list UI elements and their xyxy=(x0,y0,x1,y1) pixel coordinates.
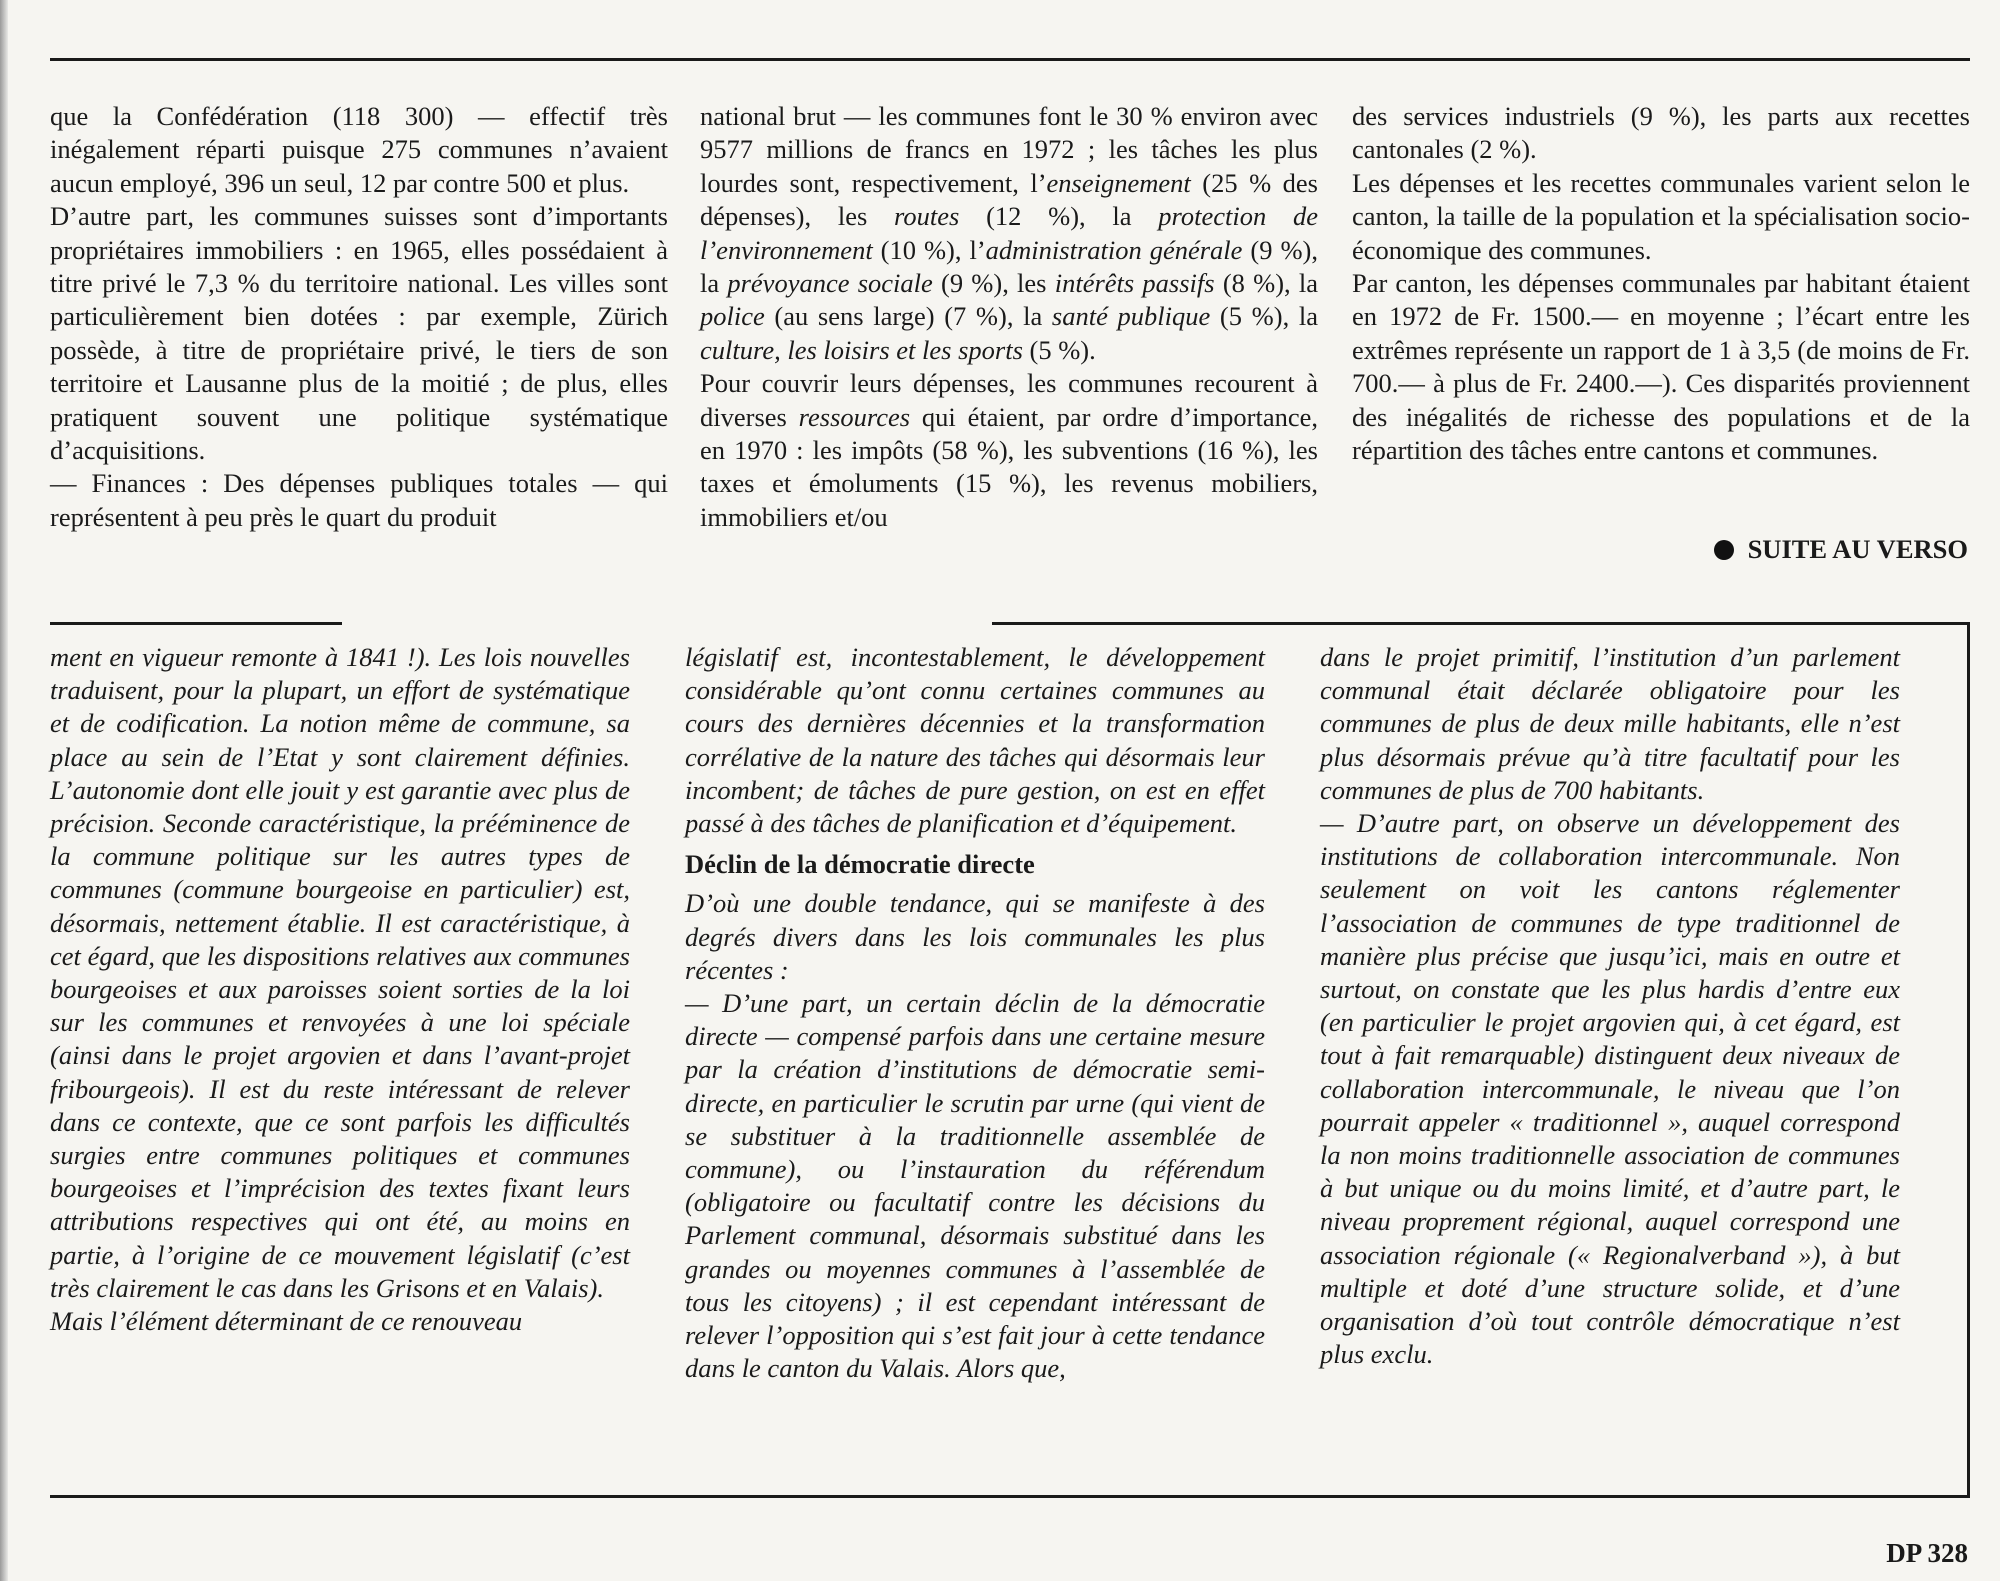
continued-overleaf: SUITE AU VERSO xyxy=(1714,534,1968,565)
bottom-column-2 xyxy=(685,641,1265,1385)
paragraph: Pour couvrir leurs dépenses, les communes recourent à diverses ressources qui étaient, par ordre d’importance, en 1970 : les impôts (58 %), les subventions (16 %), les taxes et émoluments (15 %), les revenus mobiliers, immobiliers et/ou xyxy=(700,368,1318,532)
page-scan-edge xyxy=(0,0,8,1581)
top-rule xyxy=(50,58,1970,61)
paragraph: D’où une double tendance, qui se manifeste à des degrés divers dans les lois communales les plus récentes : xyxy=(685,888,1265,985)
paragraph: législatif est, incontestablement, le développement considérable qu’ont connu certaines communes au cours des dernières décennies et la transformation corrélative de la nature des tâches qui désormais leur incombent; de tâches de pure gestion, on est en effet passé à des tâches de planification et d’équipement. xyxy=(685,642,1265,839)
top-column-1 xyxy=(50,100,668,534)
paragraph: dans le projet primitif, l’institution d’un parlement communal était déclarée obligatoire pour les communes de plus de deux mille habitants, elle n’est plus désormais prévue qu’à titre facultatif pour les communes de plus de 700 habitants. xyxy=(1320,642,1900,805)
top-column-3 xyxy=(1352,100,1970,467)
paragraph: Les dépenses et les recettes communales varient selon le canton, la taille de la population et la spécialisation socio-économique des communes. xyxy=(1352,167,1970,265)
box-right-rule xyxy=(1967,622,1970,1496)
bottom-column-1 xyxy=(50,641,630,1338)
bullet-icon xyxy=(1714,540,1734,560)
box-top-rule xyxy=(992,622,1970,625)
paragraph: Mais l’élément déterminant de ce renouveau xyxy=(50,1306,523,1337)
paragraph: D’autre part, les communes suisses sont d’importants propriétaires immobiliers : en 1965, elles possédaient à titre privé le 7,3 % du territoire national. Les villes sont particulièrement bien dotées : par exemple, Zürich possède, à titre de propriétaire privé, le tiers de son territoire et Lausanne plus de la moitié ; de plus, elles pratiquent souvent une politique systématique d’acquisitions. xyxy=(50,201,668,466)
mid-short-rule xyxy=(50,622,342,625)
paragraph: — D’une part, un certain déclin de la démocratie directe — compensé parfois dans une certaine mesure par la création d’institutions de démocratie semi-directe, en particulier le scrutin par urne (qui vient de se substituer à la traditionnelle assemblée de commune), ou l’instauration du référendum (obligatoire ou facultatif contre les décisions du Parlement communal, désormais substitué dans les grandes ou moyennes communes à l’assemblée de tous les citoyens) ; il est cependant intéressant de relever l’opposition qui s’est fait jour à cette tendance dans le canton du Valais. Alors que, xyxy=(685,988,1265,1384)
paragraph: ment en vigueur remonte à 1841 !). Les lois nouvelles traduisent, pour la plupart, un effort de systématique et de codification. La notion même de commune, sa place au sein de l’Etat y sont clairement définies. L’autonomie dont elle jouit y est garantie avec plus de précision. Seconde caractéristique, la prééminence de la commune politique sur les autres types de communes (commune bourgeoise en particulier) est, désormais, nettement établie. Il est caractéristique, à cet égard, que les dispositions relatives aux communes bourgeoises et aux paroisses soient sorties de la loi sur les communes et renvoyées à une loi spéciale (ainsi dans le projet argovien et dans l’avant-projet fribourgeois). Il est du reste intéressant de relever dans ce contexte, que ce sont parfois les difficultés surgies entre communes politiques et communes bourgeoises et l’imprécision des textes fixant leurs attributions respectives qui ont été, au moins en partie, à l’origine de ce mouvement législatif (c’est très clairement le cas dans les Grisons et en Valais). xyxy=(50,642,630,1303)
paragraph: des services industriels (9 %), les parts aux recettes cantonales (2 %). xyxy=(1352,101,1970,165)
paragraph: national brut — les communes font le 30 % environ avec 9577 millions de francs en 1972 ; les tâches les plus lourdes sont, respectivement, l’enseignement (25 % des dépenses), les routes (12 %), la protection de l’environnement (10 %), l’administration générale (9 %), la prévoyance sociale (9 %), les intérêts passifs (8 %), la police (au sens large) (7 %), la santé publique (5 %), la culture, les loisirs et les sports (5 %). xyxy=(700,101,1319,365)
paragraph: — D’autre part, on observe un développement des institutions de collaboration intercommunale. Non seulement on voit les cantons réglementer l’association de communes de type traditionnel de manière plus précise que jusqu’ici, mais en outre et surtout, on constate que les plus hardis d’entre eux (en particulier le projet argovien qui, à cet égard, est tout à fait remarquable) distinguent deux niveaux de collaboration intercommunale, le niveau que l’on pourrait appeler « traditionnel », auquel correspond la non moins traditionnelle association de communes à but unique ou du moins limité, et d’autre part, le niveau proprement régional, auquel correspond une association régionale (« Regionalverband »), à but multiple et doté d’une structure solide, et d’une organisation d’où tout contrôle démocratique n’est plus exclu. xyxy=(1320,808,1900,1370)
bottom-column-3 xyxy=(1320,641,1900,1371)
top-column-2 xyxy=(700,100,1318,534)
paragraph: Par canton, les dépenses communales par habitant étaient en 1972 de Fr. 1500.— en moyenne ; l’écart entre les extrêmes représente un rapport de 1 à 3,5 (de moins de Fr. 700.— à plus de Fr. 2400.—). Ces disparités proviennent des inégalités de richesse des populations et de la répartition des tâches entre cantons et communes. xyxy=(1352,268,1970,466)
section-heading: Déclin de la démocratie directe xyxy=(685,849,1035,880)
box-bottom-rule xyxy=(50,1495,1970,1498)
page-number: DP 328 xyxy=(1886,1538,1968,1568)
paragraph: — Finances : Des dépenses publiques totales — qui représentent à peu près le quart du produit xyxy=(50,468,668,532)
paragraph: que la Confédération (118 300) — effectif très inégalement réparti puisque 275 communes n’avaient aucun employé, 396 un seul, 12 par contre 500 et plus. xyxy=(50,101,668,198)
